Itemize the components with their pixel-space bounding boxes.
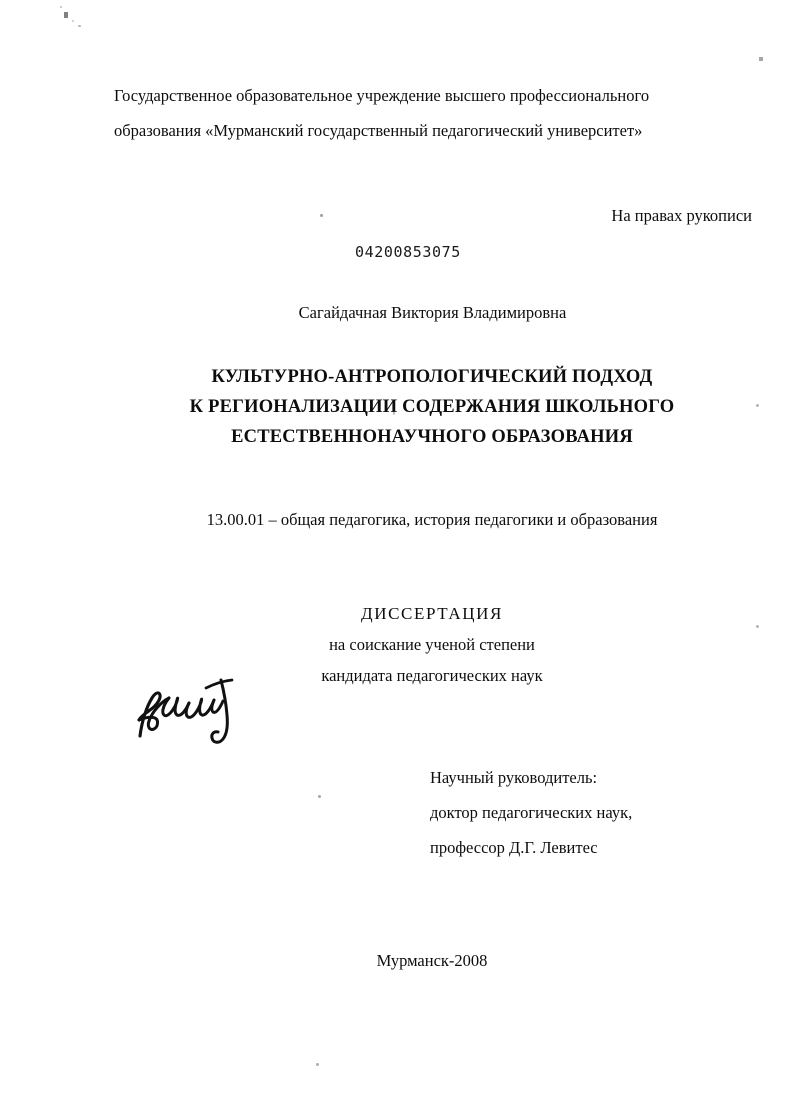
scan-speck [72,20,74,22]
manuscript-note: На правах рукописи [611,206,752,225]
scan-speck [393,411,395,415]
scan-speck [78,25,81,27]
work-type-heading: ДИССЕРТАЦИЯ [361,604,503,623]
work-type-line-2: кандидата педагогических наук [321,666,543,685]
imprint-city-year: Мурманск-2008 [376,951,488,970]
scan-speck [759,57,763,61]
title-line-1: КУЛЬТУРНО-АНТРОПОЛОГИЧЕСКИЙ ПОДХОД [211,367,653,387]
supervisor-label: Научный руководитель: [430,768,598,787]
supervisor-degree: доктор педагогических наук, [430,803,633,822]
scan-speck [318,795,321,798]
supervisor-name: профессор Д.Г. Левитес [430,838,598,857]
title-line-2: К РЕГИОНАЛИЗАЦИИ СОДЕРЖАНИЯ ШКОЛЬНОГО [189,397,675,417]
specialty-code: 13.00.01 – общая педагогика, история педагогики и образования [206,510,658,529]
supervisor-block [430,760,770,865]
scan-speck [64,12,68,18]
institution-line-1: Государственное образовательное учреждение высшего профессионального [114,86,650,105]
title-line-3: ЕСТЕСТВЕННОНАУЧНОГО ОБРАЗОВАНИЯ [231,427,633,447]
scan-speck [316,1063,319,1066]
scan-speck [756,625,759,628]
institution-header [114,78,754,148]
registration-number: 04200853075 [355,243,461,261]
author-name: Сагайдачная Виктория Владимировна [298,303,567,322]
scan-speck [756,404,759,407]
scan-speck [60,6,62,8]
work-type-line-1: на соискание ученой степени [329,635,535,654]
scan-speck [320,214,323,217]
work-type-block [0,598,799,691]
page-title [0,362,799,452]
institution-line-2: образования «Мурманский государственный педагогический университет» [114,121,643,140]
